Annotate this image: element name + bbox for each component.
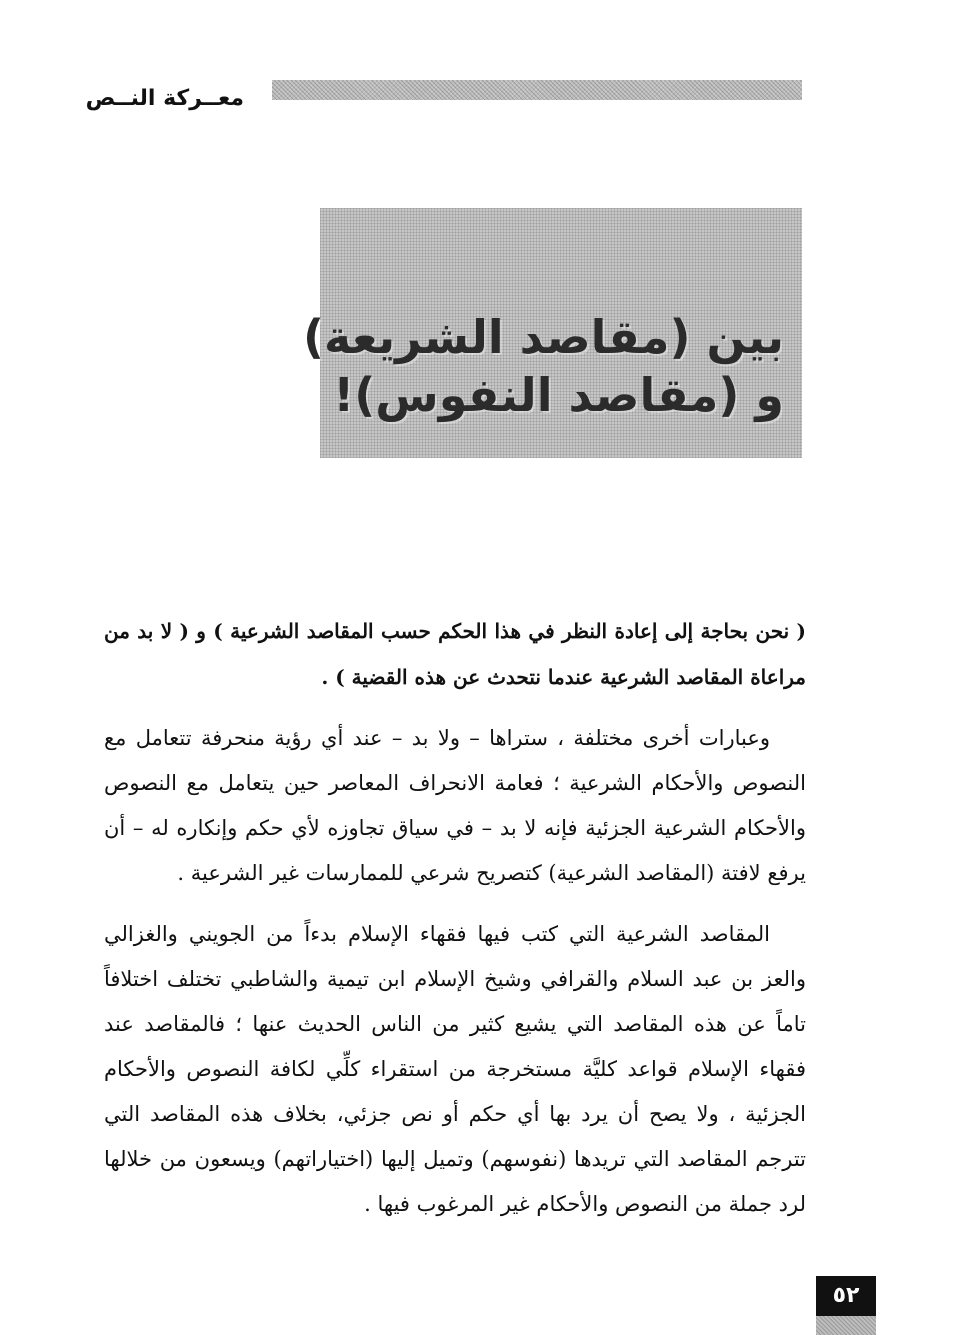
chapter-title-line-1: بين (مقاصد الشريعة): [302, 310, 784, 364]
page-number-decorative-strip: [816, 1316, 876, 1335]
chapter-title-line-2: و (مقاصد النفوس)!: [333, 368, 784, 422]
page-number: ٥٢: [816, 1276, 876, 1316]
chapter-title-box: [302, 208, 802, 458]
quoted-paragraph: ( نحن بحاجة إلى إعادة النظر في هذا الحكم حسب المقاصد الشرعية ) و ( لا بد من مراعاة المقاصد الشرعية عندما نتحدث عن هذه القضية ) .: [104, 619, 806, 689]
header-decorative-bar: [272, 80, 802, 100]
chapter-title: [302, 308, 784, 424]
paragraph-1: وعبارات أخرى مختلفة ، ستراها – ولا بد – عند أي رؤية منحرفة تتعامل مع النصوص والأحكام الشرعية ؛ فعامة الانحراف المعاصر حين يتعامل مع النصوص والأحكام الشرعية الجزئية فإنه لا بد – في سياق تجاوزه لأي حكم وإنكاره له – أن يرفع لافتة (المقاصد الشرعية) كتصريح شرعي للممارسات غير الشرعية .: [104, 726, 806, 885]
running-header-title: معــركة النــص: [85, 86, 244, 111]
body-text: [104, 608, 806, 1227]
paragraph-2: المقاصد الشرعية التي كتب فيها فقهاء الإسلام بدءاً من الجويني والغزالي والعز بن عبد السلام والقرافي وشيخ الإسلام ابن تيمية والشاطبي تختلف اختلافاً تاماً عن هذه المقاصد التي يشيع كثير من الناس الحديث عنها ؛ فالمقاصد عند فقهاء الإسلام قواعد كليَّة مستخرجة من استقراء كلِّي لكافة النصوص والأحكام الجزئية ، ولا يصح أن يرد بها أي حكم أو نص جزئي، بخلاف هذه المقاصد التي تترجم المقاصد التي تريدها (نفوسهم) وتميل إليها (اختياراتهم) ويسعون من خلالها لرد جملة من النصوص والأحكام غير المرغوب فيها .: [104, 922, 806, 1216]
